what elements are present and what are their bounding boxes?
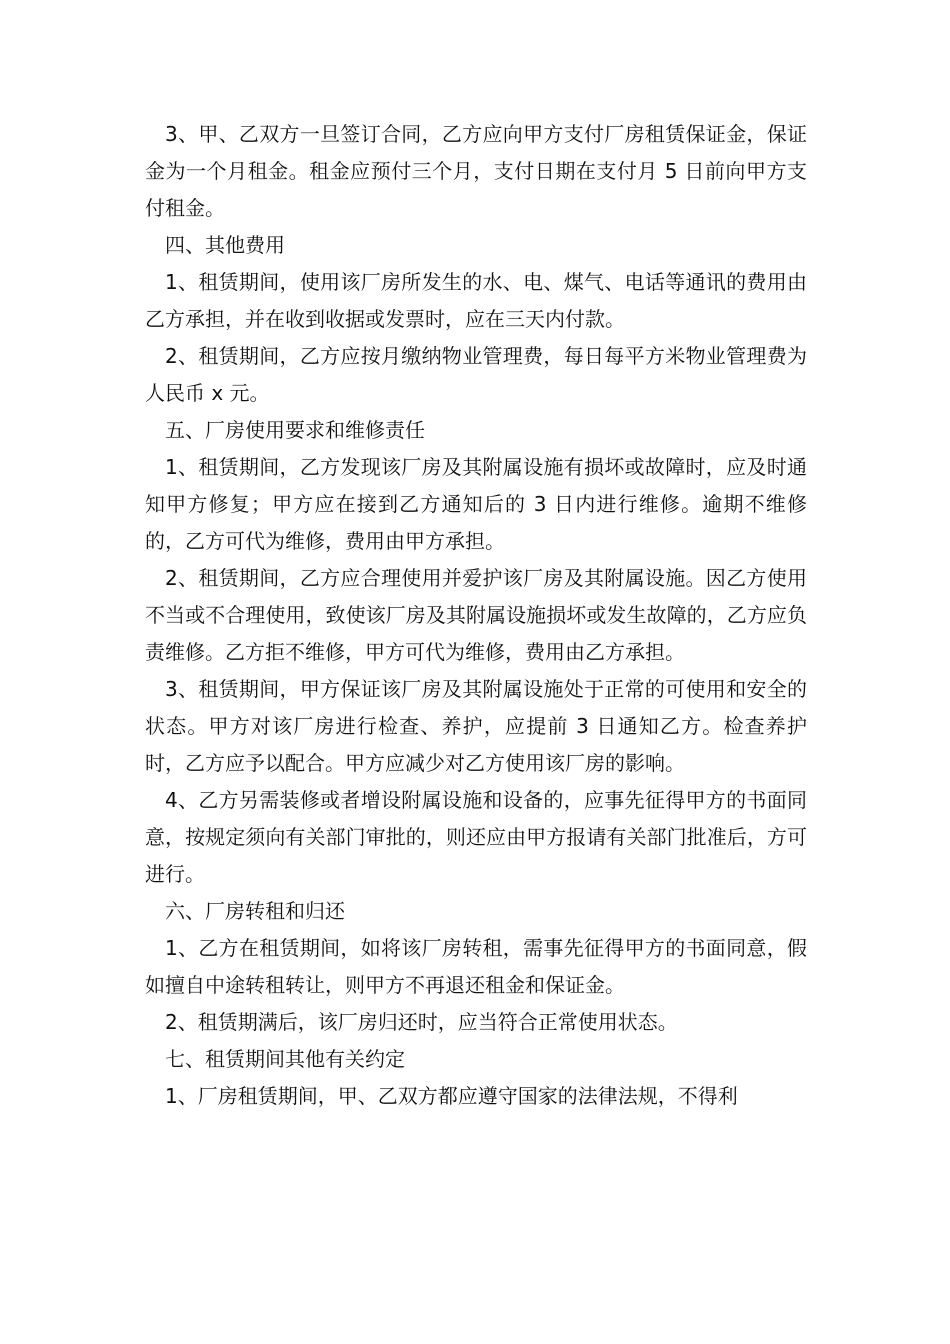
clause-2-return: 2、租赁期满后，该厂房归还时，应当符合正常使用状态。 [165,1010,678,1034]
clause-1-legal-compliance: 1、厂房租赁期间，甲、乙双方都应遵守国家的法律法规，不得利 [165,1084,738,1108]
clause-1-repair-notice: 1、租赁期间，乙方发现该厂房及其附属设施有损坏或故障时，应及时通知甲方修复；甲方应在接到乙方通知后的 3 日内进行维修。逾期不维修的，乙方可代为维修，费用由甲方承担。 [145,455,807,553]
section-heading-sublease-return: 六、厂房转租和归还 [165,899,345,923]
clause-1-utilities: 1、租赁期间，使用该厂房所发生的水、电、煤气、电话等通讯的费用由乙方承担，并在收到收据或发票时，应在三天内付款。 [145,270,807,331]
clause-2-proper-use: 2、租赁期间，乙方应合理使用并爱护该厂房及其附属设施。因乙方使用不当或不合理使用，致使该厂房及其附属设施损坏或发生故障的，乙方应负责维修。乙方拒不维修，甲方可代为维修，费用由乙方承担。 [145,566,807,664]
document-body [145,116,807,1115]
clause-1-sublease: 1、乙方在租赁期间，如将该厂房转租，需事先征得甲方的书面同意，假如擅自中途转租转让，则甲方不再退还租金和保证金。 [145,936,807,997]
clause-4-renovation: 4、乙方另需装修或者增设附属设施和设备的，应事先征得甲方的书面同意，按规定须向有关部门审批的，则还应由甲方报请有关部门批准后，方可进行。 [145,788,807,886]
clause-3-safety-inspection: 3、租赁期间，甲方保证该厂房及其附属设施处于正常的可使用和安全的状态。甲方对该厂房进行检查、养护，应提前 3 日通知乙方。检查养护时，乙方应予以配合。甲方应减少对乙方使用该厂房的影响。 [145,677,807,775]
section-heading-other-agreements: 七、租赁期间其他有关约定 [165,1047,405,1071]
clause-3-deposit: 3、甲、乙双方一旦签订合同，乙方应向甲方支付厂房租赁保证金，保证金为一个月租金。租金应预付三个月，支付日期在支付月 5 日前向甲方支付租金。 [145,122,807,220]
clause-2-property-fee: 2、租赁期间，乙方应按月缴纳物业管理费，每日每平方米物业管理费为人民币 x 元。 [145,344,807,405]
section-heading-usage-maintenance: 五、厂房使用要求和维修责任 [165,418,425,442]
section-heading-other-fees: 四、其他费用 [165,233,285,257]
